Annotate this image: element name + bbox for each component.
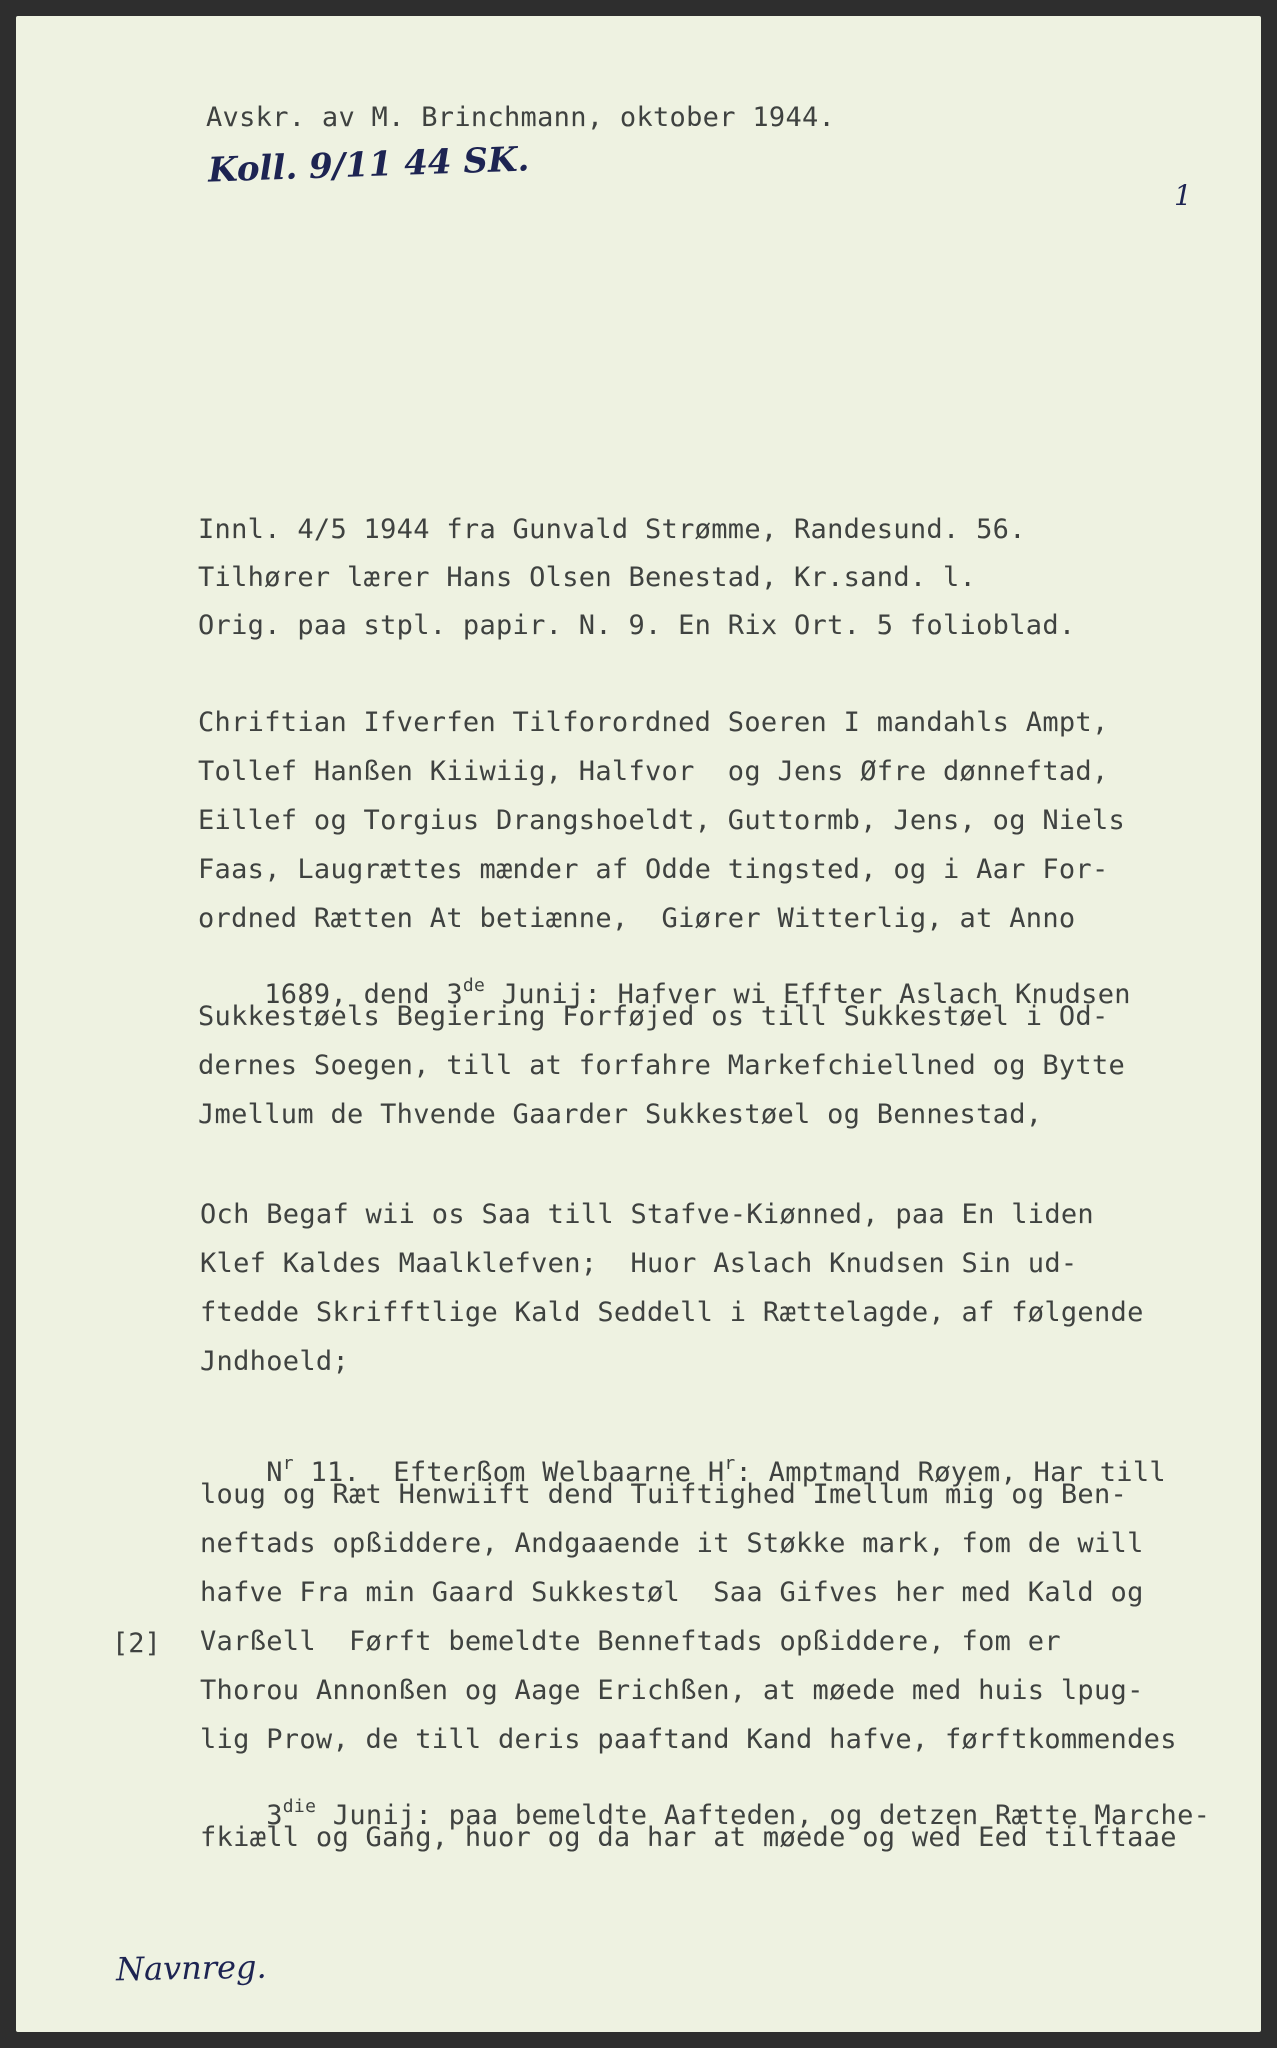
body-line: Tollef Hanßen Kiiwiig, Halfvor og Jens Øfre dønneftad, [198,756,1109,787]
body-text: 11. Efterßom Welbaarne H [293,1457,725,1488]
superscript: r [282,1453,294,1474]
body-line: Sukkestøels Begiering Forføjed os till Sukkestøel i Od- [198,1001,1109,1032]
body-text: : Amptmand Røyem, Har till [735,1457,1166,1488]
body-text: 3 [266,1800,283,1831]
superscript: r [724,1453,736,1474]
body-line: dernes Soegen, till at forfahre Markefchiellned og Bytte [198,1050,1126,1081]
body-line: Och Begaf wii os Saa till Stafve-Kiønned, paa En liden [200,1199,1094,1230]
body-line: Varßell Førft bemeldte Benneftads opßiddere, fom er [200,1626,1061,1657]
superscript: die [282,1796,317,1817]
body-line: ftedde Skrifftlige Kald Seddell i Rættelagde, af følgende [200,1297,1144,1328]
body-line: ordned Rætten At betiænne, Giører Witterlig, at Anno [198,903,1076,934]
transcription-note: Avskr. av M. Brinchmann, oktober 1944. [206,102,836,133]
document-page [16,16,1261,2032]
page-number: 1 [1174,179,1192,212]
body-line: lig Prow, de till deris paaftand Kand hafve, førftkommendes [200,1724,1177,1755]
superscript: de [462,975,486,996]
body-line: loug og Ræt Henwiift dend Tuiftighed Imellum mig og Ben- [200,1479,1128,1510]
body-text: Junij: Hafver wi Effter Aslach Knudsen [485,979,1131,1010]
body-line: Eillef og Torgius Drangshoeldt, Guttormb, Jens, og Niels [198,805,1126,836]
body-line: Thorou Annonßen og Aage Erichßen, at møede med huis lpug- [200,1675,1144,1706]
body-line: Jndhoeld; [200,1346,349,1377]
body-line: Chriftian Ifverfen Tilforordned Soeren I mandahls Ampt, [198,707,1109,738]
body-line: hafve Fra min Gaard Sukkestøl Saa Gifves her med Kald og [200,1577,1144,1608]
body-line: fkiæll og Gang, huor og da har at møede og wed Eed tilftaae [200,1822,1177,1853]
margin-note: [2] [112,1628,161,1659]
provenance-line-3: Orig. paa stpl. papir. N. 9. En Rix Ort. 5 folioblad. [198,610,1076,641]
footer-note: Navnreg. [115,1947,267,1989]
body-line: Klef Kaldes Maalklefven; Huor Aslach Knudsen Sin ud- [200,1248,1078,1279]
body-text: Junij: paa bemeldte Aafteden, og detzen Rætte Marche- [316,1800,1211,1831]
body-text: 1689, dend 3 [264,979,463,1010]
body-line: Faas, Laugrættes mænder af Odde tingsted, og i Aar For- [198,854,1109,885]
body-line: neftads opßiddere, Andgaaende it Støkke mark, fom de will [200,1528,1144,1559]
provenance-line-2: Tilhører lærer Hans Olsen Benestad, Kr.sand. l. [198,562,977,593]
collation-note: Koll. 9/11 44 SK. [207,139,530,191]
provenance-line-1: Innl. 4/5 1944 fra Gunvald Strømme, Randesund. 56. [198,514,1026,545]
body-line: Jmellum de Thvende Gaarder Sukkestøel og Bennestad, [198,1099,1043,1130]
body-text: N [266,1457,283,1488]
